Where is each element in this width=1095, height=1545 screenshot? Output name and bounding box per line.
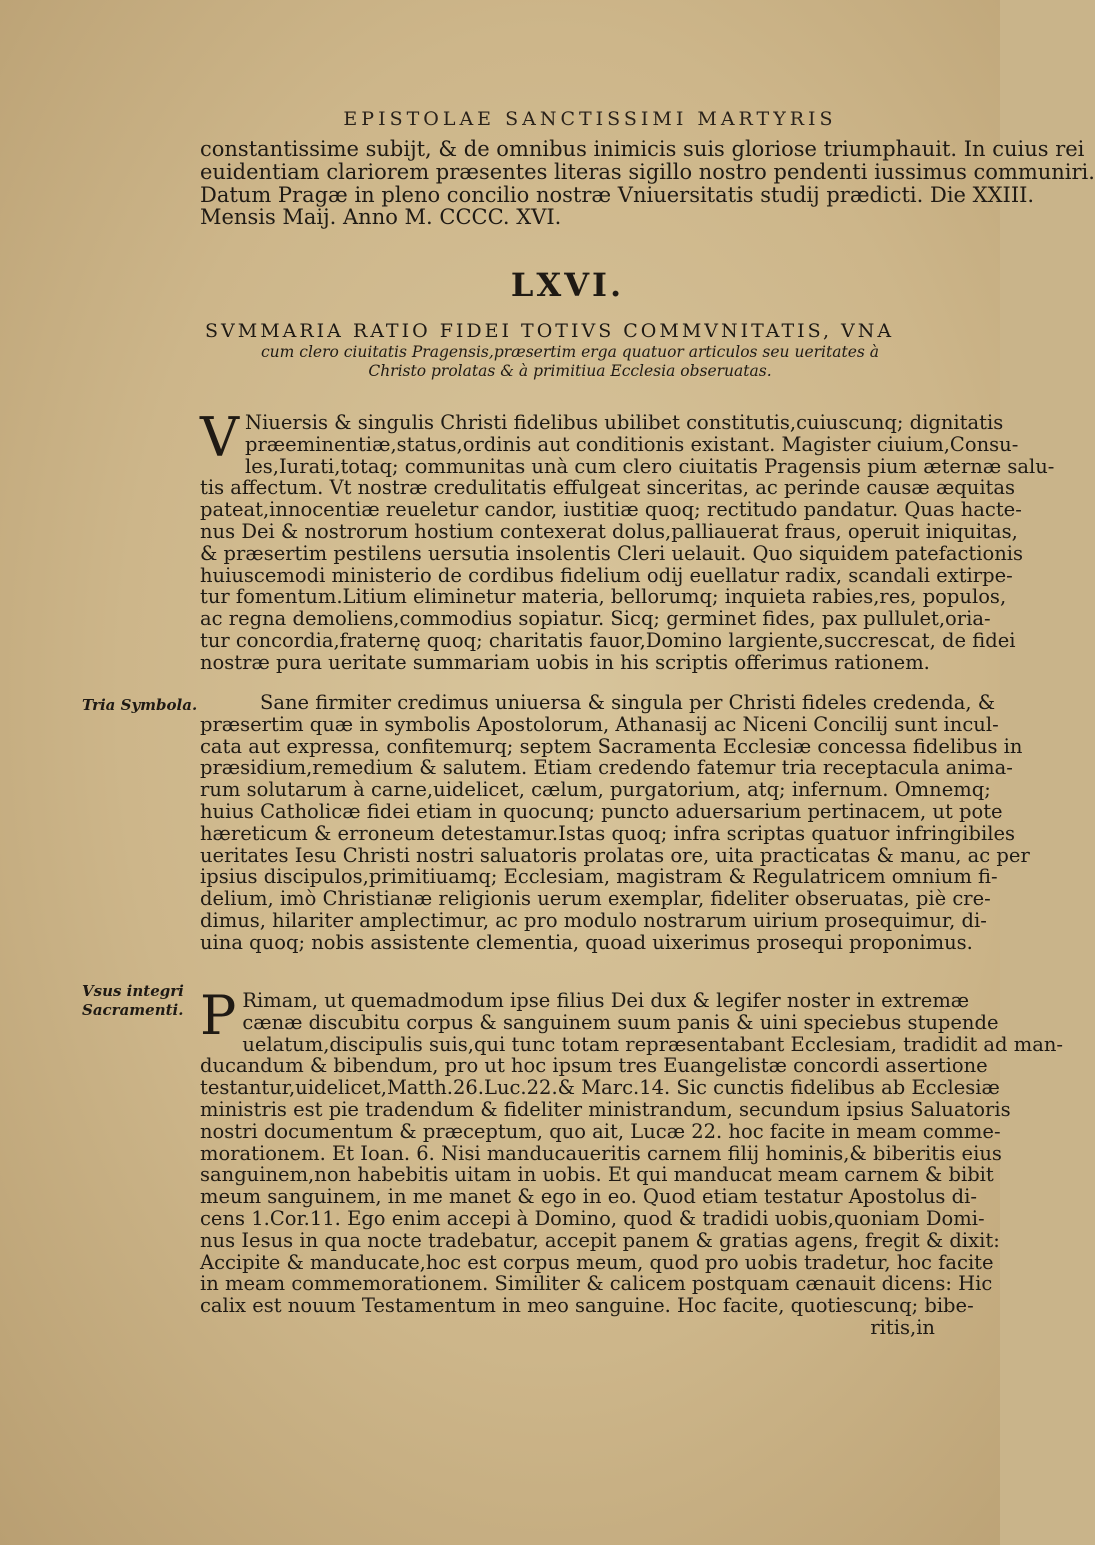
text-line: in meam commemorationem. Similiter & calicem postquam cænauit dicens: Hic	[200, 1272, 993, 1296]
intro-line: euidentiam clariorem præsentes literas sigillo nostro pendenti iussimus communiri.	[200, 159, 1095, 184]
text-line: Accipite & manducate,hoc est corpus meum, quod pro uobis tradetur, hoc facite	[200, 1250, 994, 1274]
text-line: dimus, hilariter amplectimur, ac pro modulo nostrarum uirium prosequimur, di-	[200, 908, 987, 932]
text-line: testantur,uidelicet,Matth.26.Luc.22.& Marc.14. Sic cunctis fidelibus ab Ecclesiæ	[200, 1076, 1000, 1100]
section-title: SVMMARIA RATIO FIDEI TOTIVS COMMVNITATIS, VNA	[205, 320, 895, 342]
text-line: les,Iurati,totaq; communitas unà cum clero ciuitatis Pragensis pium æternæ salu-	[245, 454, 1055, 478]
text-line: Niuersis & singulis Christi fidelibus ubilibet constitutis,cuiuscunq; dignitatis	[245, 411, 1004, 434]
text-line: ueritates Iesu Christi nostri saluatoris prolatas ore, uita practicatas & manu, ac per	[200, 843, 1030, 867]
text-line: cænæ discubitu corpus & sanguinem suum panis & uini speciebus stupende	[242, 1010, 999, 1034]
intro-line: Mensis Maij. Anno M. CCCC. XVI.	[200, 205, 562, 230]
subtitle-line: cum clero ciuitatis Pragensis,præsertim erga quatuor articulos seu ueritates à	[260, 343, 879, 361]
paragraph-3	[200, 984, 1063, 1339]
text-line: hæreticum & erroneum detestamur.Istas quoq; infra scriptas quatuor infringibiles	[200, 821, 1015, 845]
paragraph-1	[200, 406, 1055, 674]
text-line: pateat,innocentiæ reueletur candor, iustitiæ quoq; rectitudo pandatur. Quas hacte-	[200, 498, 1022, 522]
text-line: præsidium,remedium & salutem. Etiam credendo fatemur tria receptacula anima-	[200, 756, 1013, 780]
running-header: EPISTOLAE SANCTISSIMI MARTYRIS	[343, 108, 837, 130]
text-line: ducandum & bibendum, pro ut hoc ipsum tres Euangelistæ concordi assertione	[200, 1054, 988, 1078]
text-line: ac regna demoliens,commodius sopiatur. Sicq; germinet fides, pax pullulet,oria-	[200, 607, 991, 631]
text-line: nus Iesus in qua nocte tradebatur, accepit panem & gratias agens, fregit & dixit:	[200, 1228, 1000, 1252]
text-line: & præsertim pestilens uersutia insolentis Cleri uelauit. Quo siquidem patefactionis	[200, 541, 1024, 565]
section-subtitle	[250, 343, 890, 381]
text-line: huius Catholicæ fidei etiam in quocunq; puncto aduersarium pertinacem, ut pote	[200, 799, 1003, 823]
intro-text	[200, 137, 1095, 230]
text-line: sanguinem,non habebitis uitam in uobis. Et qui manducat meam carnem & bibit	[200, 1163, 994, 1187]
text-line: nostræ pura ueritate summariam uobis in his scriptis offerimus rationem.	[200, 650, 930, 674]
drop-cap: V	[200, 406, 239, 469]
text-line: præeminentiæ,status,ordinis aut conditionis existant. Magister ciuium,Consu-	[245, 432, 1019, 456]
text-line: morationem. Et Ioan. 6. Nisi manducaueritis carnem filij hominis,& biberitis eius	[200, 1141, 1002, 1165]
paragraph-2	[200, 691, 1030, 954]
subtitle-line: Christo prolatas & à primitiua Ecclesia obseruatas.	[368, 362, 772, 380]
section-number: LXVI.	[510, 266, 625, 304]
margin-note-usus-sacramenti	[82, 982, 184, 1020]
text-line: præsertim quæ in symbolis Apostolorum, Athanasij ac Niceni Concilij sunt incul-	[200, 712, 999, 736]
text-line: cens 1.Cor.11. Ego enim accepi à Domino, quod & tradidi uobis,quoniam Domi-	[200, 1206, 985, 1230]
intro-line: Datum Pragæ in pleno concilio nostræ Vniuersitatis studij prædicti. Die XXIII.	[200, 182, 1035, 207]
text-line: delium, imò Christianæ religionis uerum exemplar, fideliter obseruatas, piè cre-	[200, 887, 991, 911]
text-line: nus Dei & nostrorum hostium contexerat dolus,palliauerat fraus, operuit iniquitas,	[200, 519, 1018, 543]
intro-line: constantissime subijt, & de omnibus inimicis suis gloriose triumphauit. In cuius rei	[200, 137, 1085, 161]
text-line: meum sanguinem, in me manet & ego in eo. Quod etiam testatur Apostolus di-	[200, 1185, 977, 1209]
text-line: uelatum,discipulis suis,qui tunc totam repræsentabant Ecclesiam, tradidit ad man-	[242, 1032, 1063, 1056]
text-line: calix est nouum Testamentum in meo sanguine. Hoc facite, quotiescunq; bibe-	[200, 1294, 974, 1318]
catchword: ritis,in	[870, 1315, 935, 1339]
text-line: cata aut expressa, confitemurq; septem Sacramenta Ecclesiæ concessa fidelibus in	[200, 734, 1023, 758]
margin-note-line: Vsus integri	[82, 982, 184, 1000]
margin-note-tria-symbola: Tria Symbola.	[82, 696, 198, 714]
text-line: rum solutarum à carne,uidelicet, cælum, purgatorium, atq; infernum. Omnemq;	[200, 778, 991, 802]
text-line: ministris est pie tradendum & fideliter ministrandum, secundum ipsius Saluatoris	[200, 1097, 1011, 1121]
margin-note-line: Sacramenti.	[82, 1001, 184, 1019]
drop-cap: P	[200, 984, 237, 1047]
text-line: Sane firmiter credimus uniuersa & singula per Christi fideles credenda, &	[260, 691, 996, 714]
text-line: ipsius discipulos,primitiuamq; Ecclesiam, magistram & Regulatricem omnium fi-	[200, 865, 998, 889]
text-line: uina quoq; nobis assistente clementia, quoad uixerimus prosequi proponimus.	[200, 930, 973, 954]
text-line: tur concordia,fraternę quoq; charitatis fauor,Domino largiente,succrescat, de fidei	[200, 628, 1016, 652]
text-line: Rimam, ut quemadmodum ipse filius Dei dux & legifer noster in extremæ	[242, 989, 970, 1012]
text-line: tis affectum. Vt nostræ credulitatis effulgeat sinceritas, ac perinde causæ æquitas	[200, 476, 1016, 500]
text-line: nostri documentum & præceptum, quo ait, Lucæ 22. hoc facite in meam comme-	[200, 1119, 1001, 1143]
text-line: tur fomentum.Litium eliminetur materia, bellorumq; inquieta rabies,res, populos,	[200, 585, 1007, 609]
text-line: huiuscemodi ministerio de cordibus fidelium odij euellatur radix, scandali extirpe-	[200, 563, 1013, 587]
